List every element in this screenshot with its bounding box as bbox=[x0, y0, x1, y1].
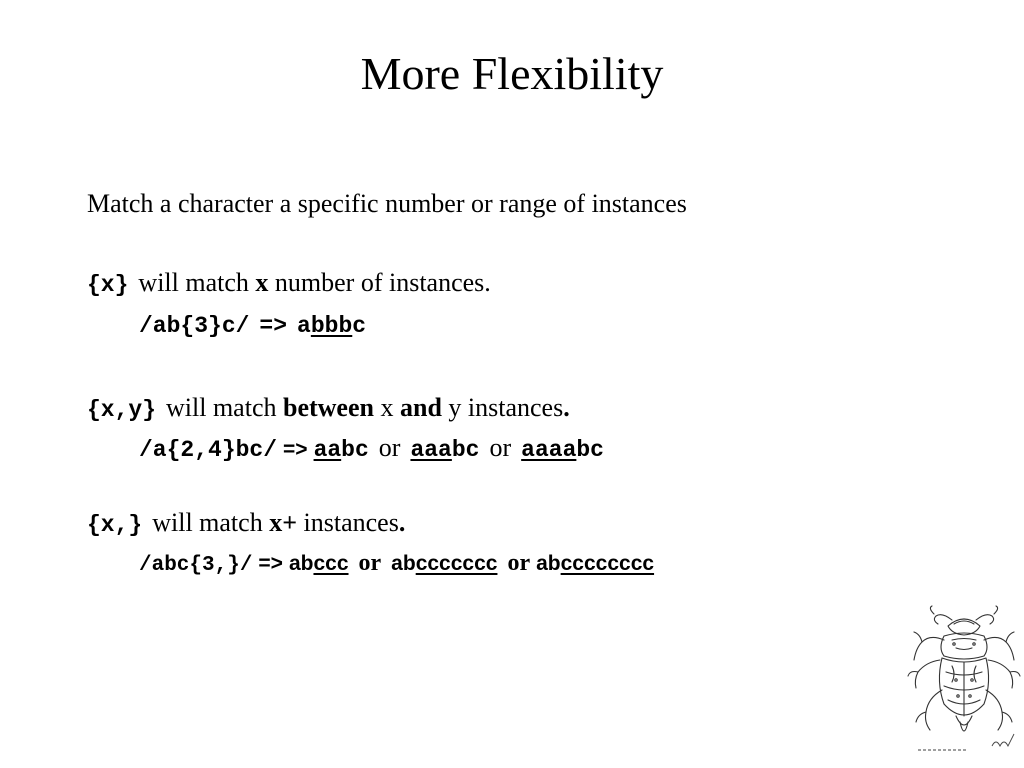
exact-example-pattern: /ab{3}c/ bbox=[139, 313, 250, 339]
beetle-illustration-icon bbox=[906, 604, 1022, 754]
min-result-3-pre: ab bbox=[536, 552, 561, 575]
exact-syntax: {x} bbox=[87, 272, 129, 298]
min-or-1: or bbox=[358, 550, 382, 576]
min-syntax: {x,} bbox=[87, 512, 143, 538]
min-result-3-match: cccccccc bbox=[560, 552, 655, 575]
exact-text-2: x bbox=[255, 268, 269, 297]
range-text-3: x bbox=[380, 393, 394, 422]
range-rule bbox=[87, 392, 570, 426]
slide-title: More Flexibility bbox=[360, 48, 664, 99]
range-text-5: y instances bbox=[448, 393, 564, 422]
exact-result-match: bbb bbox=[310, 313, 353, 339]
exact-result-pre: a bbox=[297, 313, 311, 339]
min-result-1-pre: ab bbox=[288, 552, 314, 575]
min-example-pattern: /abc{3,}/ bbox=[139, 554, 253, 577]
exact-rule bbox=[87, 267, 491, 301]
range-text-2: between bbox=[283, 393, 374, 422]
min-text-4: . bbox=[398, 508, 406, 537]
exact-result-post: c bbox=[352, 313, 367, 339]
min-text-2: x+ bbox=[269, 508, 298, 537]
min-text-1: will match bbox=[152, 508, 263, 537]
range-text-6: . bbox=[563, 393, 570, 422]
range-example-pattern: /a{2,4}bc/ bbox=[139, 437, 278, 463]
range-example-arrow: => bbox=[283, 438, 308, 461]
range-result-2-post: bc bbox=[451, 437, 480, 463]
min-or-2: or bbox=[507, 550, 531, 576]
intro-text: Match a character a specific number or range of instances bbox=[87, 189, 687, 218]
min-example bbox=[139, 547, 654, 582]
min-example-arrow: => bbox=[258, 552, 283, 575]
range-example bbox=[139, 432, 604, 466]
range-text-1: will match bbox=[166, 393, 277, 422]
range-text-4: and bbox=[399, 393, 442, 422]
range-result-2-match: aaa bbox=[410, 437, 452, 463]
exact-text-1: will match bbox=[138, 268, 249, 297]
range-or-2: or bbox=[489, 433, 512, 462]
min-result-2-match: ccccccc bbox=[415, 552, 498, 575]
range-or-1: or bbox=[378, 433, 401, 462]
min-result-1-match: ccc bbox=[313, 552, 349, 575]
range-result-3-post: bc bbox=[576, 437, 604, 463]
range-result-1-match: aa bbox=[313, 437, 342, 463]
exact-example bbox=[139, 308, 366, 342]
min-rule bbox=[87, 507, 405, 541]
exact-text-3: number of instances. bbox=[274, 268, 491, 297]
min-text-3: instances bbox=[303, 508, 399, 537]
range-syntax: {x,y} bbox=[87, 397, 157, 423]
min-result-2-pre: ab bbox=[391, 552, 416, 575]
exact-example-arrow: => bbox=[259, 313, 288, 339]
range-result-3-match: aaaa bbox=[521, 437, 577, 463]
range-result-1-post: bc bbox=[341, 437, 369, 463]
